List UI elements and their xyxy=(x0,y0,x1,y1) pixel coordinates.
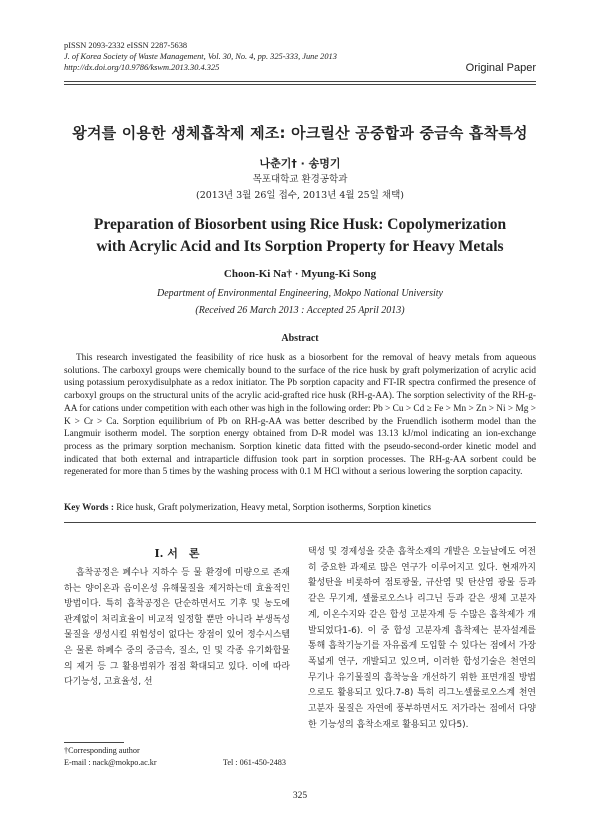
keywords-rule xyxy=(64,522,536,523)
english-title xyxy=(0,214,600,258)
footnote-corresponding: †Corresponding author xyxy=(64,746,140,755)
english-dates: (Received 26 March 2013 : Accepted 25 April 2013) xyxy=(195,305,405,316)
footnote-email: E-mail : nack@mokpo.ac.kr xyxy=(64,758,157,767)
english-title-line2: with Acrylic Acid and Its Sorption Property for Heavy Metals xyxy=(96,238,504,255)
right-column xyxy=(308,545,536,733)
keywords xyxy=(64,503,536,513)
english-affiliation: Department of Environmental Engineering, Mokpo National University xyxy=(157,288,443,299)
korean-title: 왕겨를 이용한 생체흡착제 제조: 아크릴산 공중합과 중금속 흡착특성 xyxy=(72,124,528,142)
page-number: 325 xyxy=(292,791,308,801)
keywords-label: Key Words : xyxy=(64,503,114,513)
left-column xyxy=(64,566,290,691)
abstract-text: This research investigated the feasibility of rice husk as a biosorbent for the removal of heavy metals from aqueous solutions. The carboxyl groups were chemically bound to the surface of the rice husk by graft polymerization of acrylic acid using potassium peroxydisulphate as a redox initiator. The Pb sorption capacity and FT-IR spectra confirmed the presence of carboxyl groups on the structural units of the acrylic acid-grafted rice husk (RH-g-AA). The sorption selectivity of the RH-g-AA for cations under competition with each other was high in the following order: Pb > Cu > Cd ≥ Fe > Mn > Zn > Ni > Mg > K > Cr > Ca. Sorption equilibrium of Pb on RH-g-AA was better described by the Fruendlich isotherm model than the Langmuir isotherm model. The sorption energy obtained from D-R model was 13.13 kJ/mol indicating an ion-exchange process as the primary sorption mechanism. Sorption kinetic data fitted with the pseudo-second-order kinetic model and indicated that both external and intraparticle diffusion took part in sorption processes. The RH-g-AA sorbent could be regenerated for more than 5 times by the washing process with 0.1 M HCl without a serious lowering the sorption capacity. xyxy=(64,353,536,478)
header-rule-top xyxy=(64,81,536,82)
footnote-tel: Tel : 061-450-2483 xyxy=(222,758,286,767)
footnote-contact xyxy=(64,758,290,767)
korean-affiliation: 목포대학교 환경공학과 xyxy=(252,174,348,185)
keywords-text: Rice husk, Graft polymerization, Heavy metal, Sorption isotherms, Sorption kinetics xyxy=(116,503,432,513)
english-title-line1: Preparation of Biosorbent using Rice Husk: Copolymerization xyxy=(93,216,507,233)
journal-header xyxy=(64,40,337,73)
doi-link[interactable]: http://dx.doi.org/10.9786/kswm.2013.30.4.325 xyxy=(64,63,220,72)
english-authors: Choon-Ki Na† · Myung-Ki Song xyxy=(223,268,377,280)
korean-dates: (2013년 3월 26일 접수, 2013년 4월 25일 채택) xyxy=(196,190,404,201)
section-heading-introduction: I. 서 론 xyxy=(154,547,200,560)
right-paragraph: 택성 및 경제성을 갖춘 흡착소재의 개발은 오늘날에도 여전히 중요한 과제로 많은 연구가 이루어지고 있다. 현재까지 활성탄을 비롯하여 점토광물, 규산염 및 탄산염 광물 등과 같은 무기계, 셀룰로오스나 리그닌 등과 같은 생체 고분자계, 이온수지와 같은 합성 고분자계 등 수많은 흡착제가 개발되었다1-6). 이 중 합성 고분자계 흡착제는 분자설계를 통해 흡착기능기를 자유롭게 도입할 수 있다는 점에서 가장 폭넓게 연구, 개발되고 있으며, 이러한 합성기술은 천연의 무기나 유기물질의 흡착능을 개선하기 위한 표면개질 방법으로도 활용되고 있다.7-8) 특히 리그노셀룰로오스계 천연 고분자 물질은 자연에 풍부하면서도 저가라는 점에서 다양한 기능성의 흡착소재로 활용되고 있다5). xyxy=(308,547,536,730)
article-type: Original Paper xyxy=(465,62,536,74)
abstract-body xyxy=(64,352,536,479)
footnote-rule xyxy=(64,742,124,743)
header-rule-bottom xyxy=(64,84,536,85)
korean-authors: 나춘기† · 송명기 xyxy=(259,157,341,170)
journal-citation: J. of Korea Society of Waste Management, Vol. 30, No. 4, pp. 325-333, June 2013 xyxy=(64,52,337,61)
issn-line: pISSN 2093-2332 eISSN 2287-5638 xyxy=(64,41,188,50)
left-paragraph: 흡착공정은 폐수나 지하수 등 물 환경에 미량으로 존재하는 양이온과 음이온성 유해물질을 제거하는데 효율적인 방법이다. 특히 흡착공정은 단순하면서도 기후 및 농도에 관계없이 처리효율이 비교적 일정할 뿐만 아니라 부생독성물질을 생성시킬 위험성이 없다는 장점이 있어 정수시스템은 물론 하폐수 중의 중금속, 질소, 인 및 각종 유기화합물의 제거 등 그 활용범위가 점점 확대되고 있다. 이에 따라 다기능성, 고효율성, 선 xyxy=(64,568,290,688)
abstract-heading: Abstract xyxy=(281,333,319,344)
